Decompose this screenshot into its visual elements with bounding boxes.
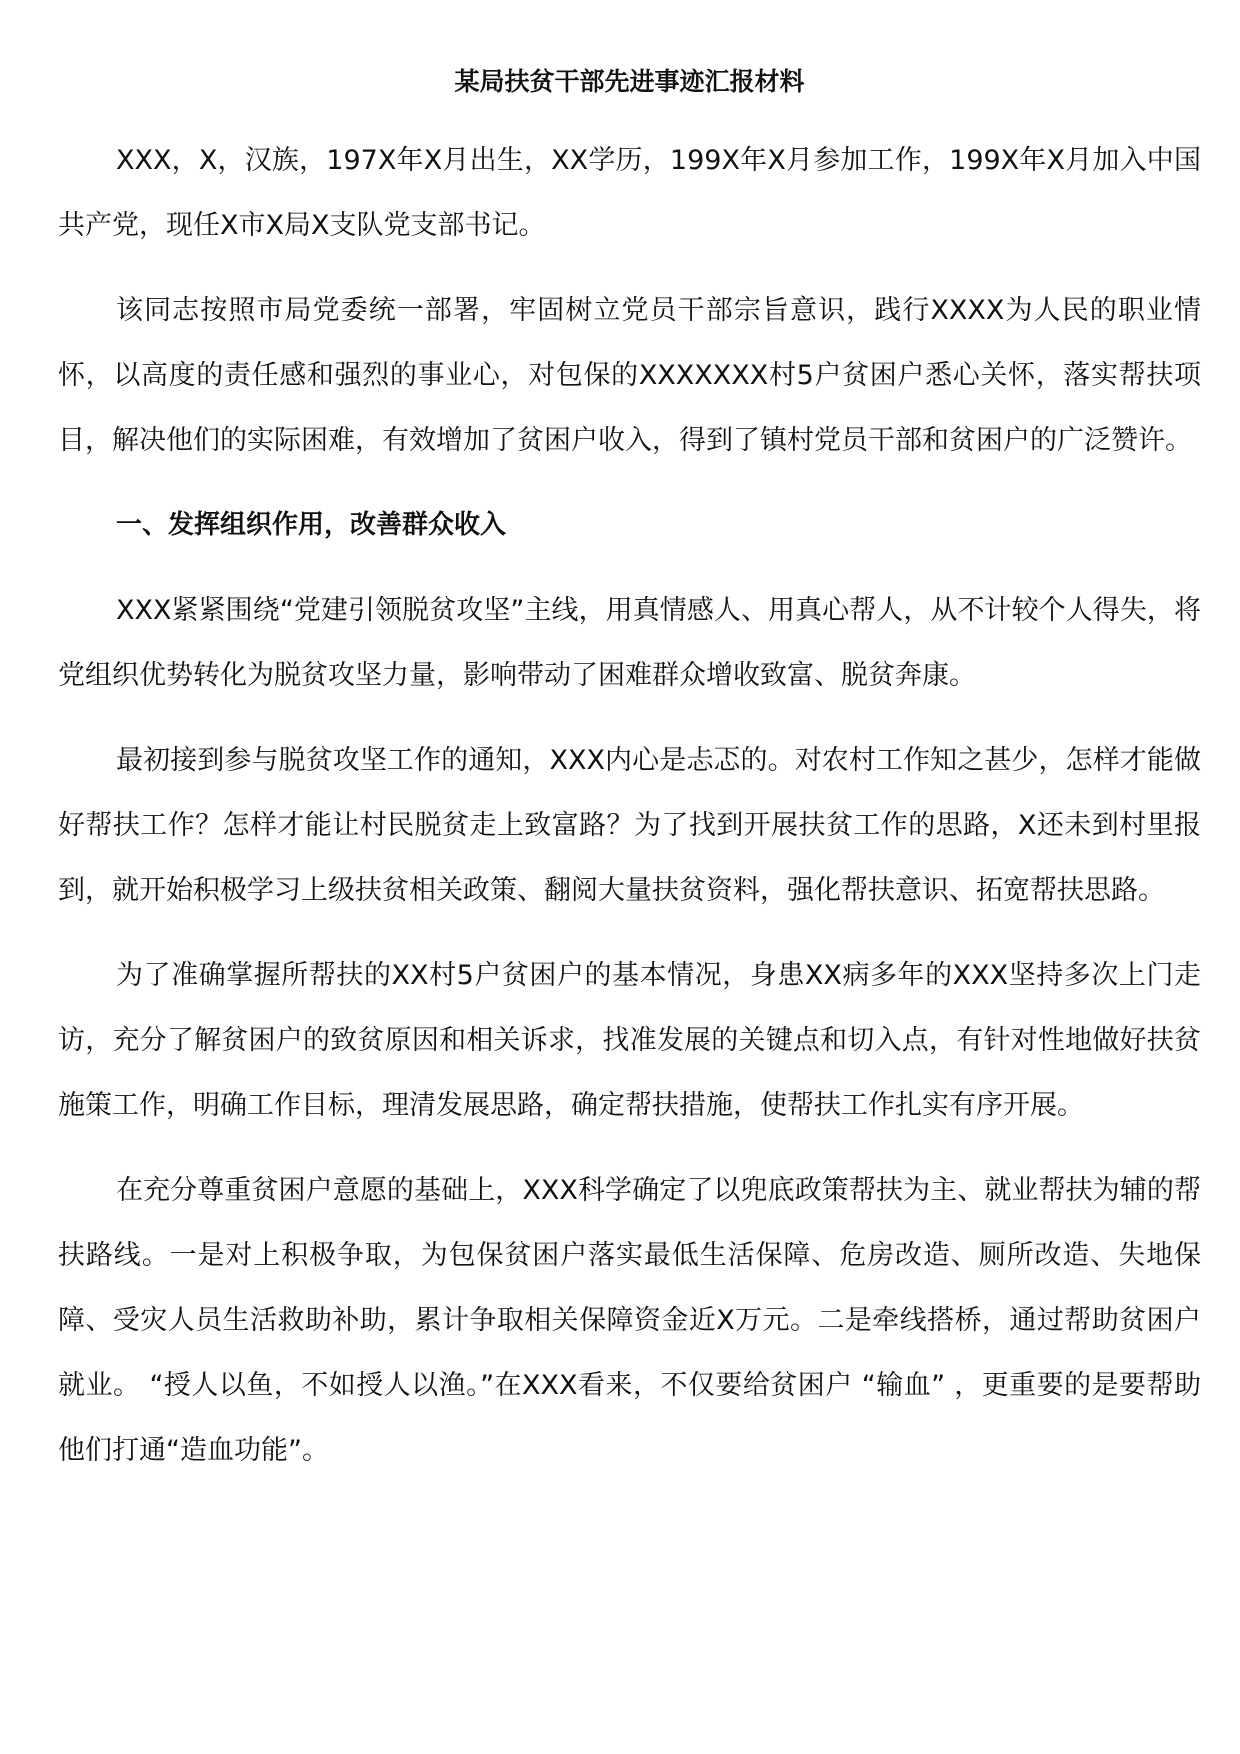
intro-paragraph-2: 该同志按照市局党委统一部署，牢固树立党员干部宗旨意识，践行XXXX为人民的职业情怀，以高度的责任感和强烈的事业心，对包保的XXXXXXX村5户贫困户悉心关怀，落实帮扶项目，解决他们的实际困难，有效增加了贫困户收入，得到了镇村党员干部和贫困户的广泛赞许。 <box>58 295 1201 456</box>
intro-paragraph-1: XXX，X，汉族，197X年X月出生，XX学历，199X年X月参加工作，199X年X月加入中国共产党，现任X市X局X支队党支部书记。 <box>58 145 1201 241</box>
document-title: 某局扶贫干部先进事迹汇报材料 <box>454 67 805 96</box>
section-heading-1: 一、发挥组织作用，改善群众收入 <box>116 510 507 540</box>
section-1-paragraph-3: 为了准确掌握所帮扶的XX村5户贫困户的基本情况，身患XX病多年的XXX坚持多次上门走访，充分了解贫困户的致贫原因和相关诉求，找准发展的关键点和切入点，有针对性地做好扶贫施策工作，明确工作目标，理清发展思路，确定帮扶措施，使帮扶工作扎实有序开展。 <box>58 960 1201 1121</box>
section-1-paragraph-2: 最初接到参与脱贫攻坚工作的通知，XXX内心是忐忑的。对农村工作知之甚少，怎样才能做好帮扶工作？怎样才能让村民脱贫走上致富路？为了找到开展扶贫工作的思路，X还未到村里报到，就开始积极学习上级扶贫相关政策、翻阅大量扶贫资料，强化帮扶意识、拓宽帮扶思路。 <box>58 745 1201 906</box>
document-page <box>58 62 1201 1503</box>
section-1-paragraph-1: XXX紧紧围绕“党建引领脱贫攻坚”主线，用真情感人、用真心帮人，从不计较个人得失，将党组织优势转化为脱贫攻坚力量，影响带动了困难群众增收致富、脱贫奔康。 <box>58 595 1201 691</box>
section-1-paragraph-4: 在充分尊重贫困户意愿的基础上，XXX科学确定了以兜底政策帮扶为主、就业帮扶为辅的帮扶路线。一是对上积极争取，为包保贫困户落实最低生活保障、危房改造、厕所改造、失地保障、受灾人员生活救助补助，累计争取相关保障资金近X万元。二是牵线搭桥，通过帮助贫困户就业。 “授人以鱼，不如授人以渔。”在XXX看来，不仅要给贫困户 “输血” ，更重要的是要帮助他们打通“造血功能”。 <box>58 1175 1201 1466</box>
